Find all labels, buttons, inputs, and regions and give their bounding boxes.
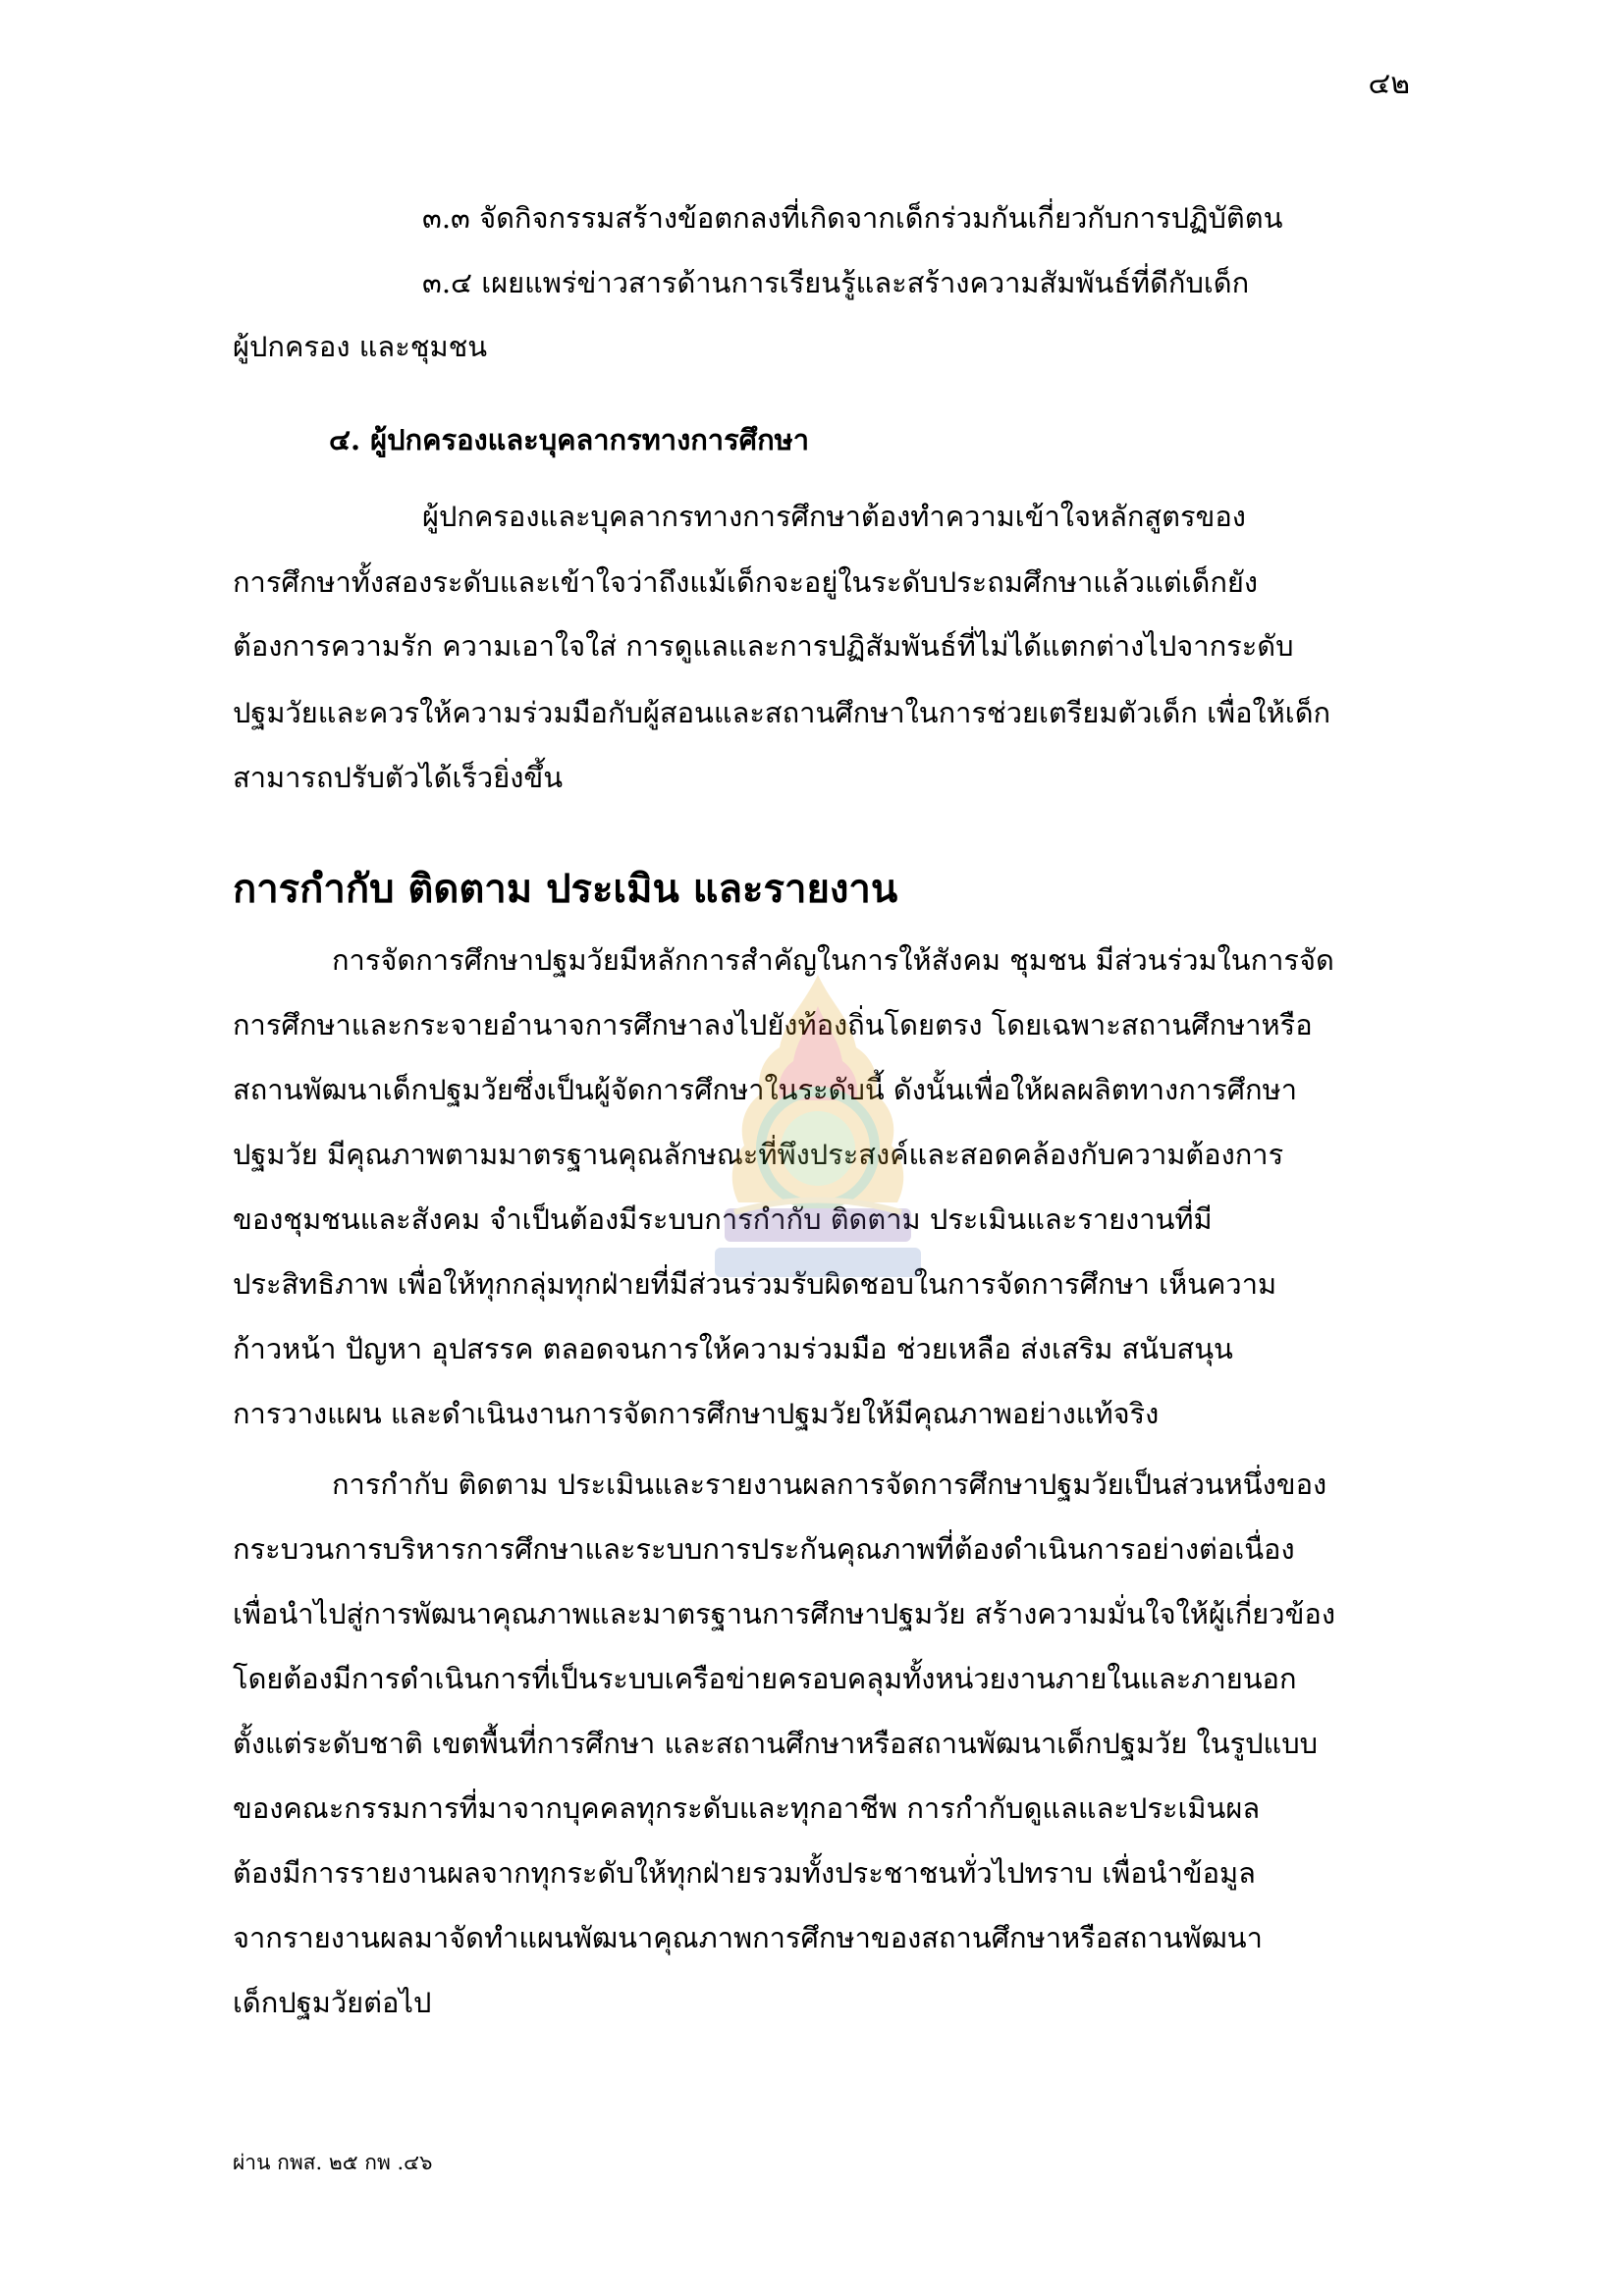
paragraph-line: ของคณะกรรมการที่มาจากบุคคลทุกระดับและทุกอาชีพ การกำกับดูแลและประเมินผล xyxy=(233,1791,1261,1825)
page-number: ๔๒ xyxy=(1368,67,1410,101)
paragraph-line: ต้องมีการรายงานผลจากทุกระดับให้ทุกฝ่ายรวมทั้งประชาชนทั่วไปทราบ เพื่อนำข้อมูล xyxy=(233,1856,1256,1890)
paragraph-line: ของชุมชนและสังคม จำเป็นต้องมีระบบการกำกับ ติดตาม ประเมินและรายงานที่มี xyxy=(233,1202,1213,1236)
list-item: ๓.๓ จัดกิจกรรมสร้างข้อตกลงที่เกิดจากเด็กร่วมกันเกี่ยวกับการปฏิบัติตน xyxy=(422,201,1283,235)
paragraph-line: การศึกษาทั้งสองระดับและเข้าใจว่าถึงแม้เด็กจะอยู่ในระดับประถมศึกษาแล้วแต่เด็กยัง xyxy=(233,565,1259,599)
paragraph-line: โดยต้องมีการดำเนินการที่เป็นระบบเครือข่ายครอบคลุมทั้งหน่วยงานภายในและภายนอก xyxy=(233,1662,1297,1695)
paragraph-line: ต้องการความรัก ความเอาใจใส่ การดูแลและการปฏิสัมพันธ์ที่ไม่ได้แตกต่างไปจากระดับ xyxy=(233,629,1294,663)
paragraph-line: เด็กปฐมวัยต่อไป xyxy=(233,1986,432,2019)
paragraph-line: กระบวนการบริหารการศึกษาและระบบการประกันคุณภาพที่ต้องดำเนินการอย่างต่อเนื่อง xyxy=(233,1532,1295,1566)
paragraph-line: จากรายงานผลมาจัดทำแผนพัฒนาคุณภาพการศึกษาของสถานศึกษาหรือสถานพัฒนา xyxy=(233,1921,1263,1954)
paragraph-line: การศึกษาและกระจายอำนาจการศึกษาลงไปยังท้องถิ่นโดยตรง โดยเฉพาะสถานศึกษาหรือ xyxy=(233,1008,1313,1041)
paragraph-line: ตั้งแต่ระดับชาติ เขตพื้นที่การศึกษา และสถานศึกษาหรือสถานพัฒนาเด็กปฐมวัย ในรูปแบบ xyxy=(233,1727,1319,1760)
paragraph-line: ปฐมวัย มีคุณภาพตามมาตรฐานคุณลักษณะที่พึงประสงค์และสอดคล้องกับความต้องการ xyxy=(233,1138,1284,1171)
list-item-continuation: ผู้ปกครอง และชุมชน xyxy=(233,330,488,363)
paragraph-line: เพื่อนำไปสู่การพัฒนาคุณภาพและมาตรฐานการศึกษาปฐมวัย สร้างความมั่นใจให้ผู้เกี่ยวข้อง xyxy=(233,1597,1335,1630)
paragraph-line: ก้าวหน้า ปัญหา อุปสรรค ตลอดจนการให้ความร่วมมือ ช่วยเหลือ ส่งเสริม สนับสนุน xyxy=(233,1332,1233,1365)
section-title: การกำกับ ติดตาม ประเมิน และรายงาน xyxy=(233,866,898,912)
paragraph-line: สามารถปรับตัวได้เร็วยิ่งขึ้น xyxy=(233,761,564,794)
paragraph-line: ประสิทธิภาพ เพื่อให้ทุกกลุ่มทุกฝ่ายที่มีส่วนร่วมรับผิดชอบในการจัดการศึกษา เห็นความ xyxy=(233,1267,1277,1301)
paragraph-line: การวางแผน และดำเนินงานการจัดการศึกษาปฐมวัยให้มีคุณภาพอย่างแท้จริง xyxy=(233,1397,1160,1430)
subheading: ๔. ผู้ปกครองและบุคลากรทางการศึกษา xyxy=(329,423,810,456)
paragraph-line: ผู้ปกครองและบุคลากรทางการศึกษาต้องทำความเข้าใจหลักสูตรของ xyxy=(422,500,1246,533)
paragraph-line: ปฐมวัยและควรให้ความร่วมมือกับผู้สอนและสถานศึกษาในการช่วยเตรียมตัวเด็ก เพื่อให้เด็ก xyxy=(233,696,1331,729)
paragraph-line: การกำกับ ติดตาม ประเมินและรายงานผลการจัดการศึกษาปฐมวัยเป็นส่วนหนึ่งของ xyxy=(332,1468,1327,1501)
footer-note: ผ่าน กพส. ๒๕ กพ .๔๖ xyxy=(233,2151,433,2174)
paragraph-line: การจัดการศึกษาปฐมวัยมีหลักการสำคัญในการให้สังคม ชุมชน มีส่วนร่วมในการจัด xyxy=(332,943,1334,977)
paragraph-line: สถานพัฒนาเด็กปฐมวัยซึ่งเป็นผู้จัดการศึกษาในระดับนี้ ดังนั้นเพื่อให้ผลผลิตทางการศึกษา xyxy=(233,1073,1297,1106)
list-item: ๓.๔ เผยแพร่ข่าวสารด้านการเรียนรู้และสร้างความสัมพันธ์ที่ดีกับเด็ก xyxy=(422,266,1250,299)
